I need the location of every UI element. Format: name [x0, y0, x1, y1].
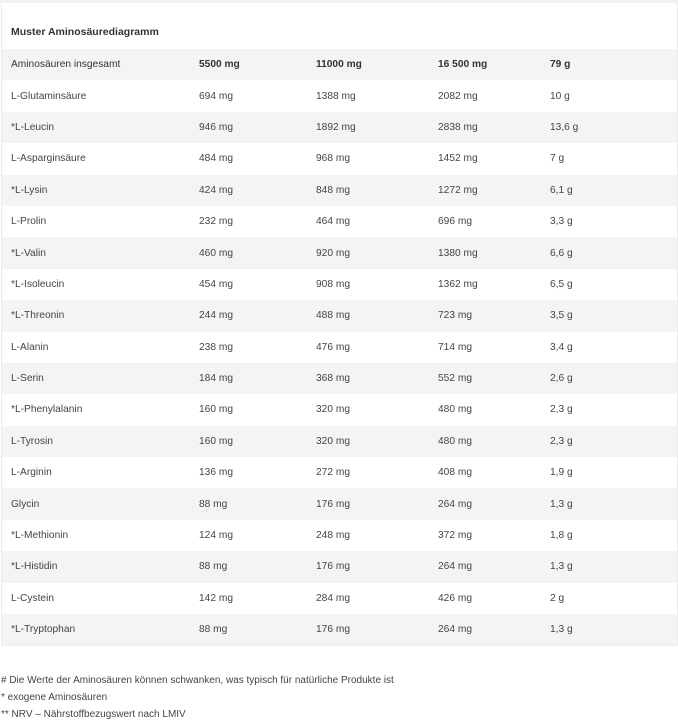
- cell-amount-serving-3: 2082 mg: [438, 90, 478, 102]
- cell-amount-serving-1: 124 mg: [199, 530, 233, 542]
- cell-amino-acid-name: *L-Threonin: [2, 300, 199, 331]
- cell-amount-per-100g: 2,3 g: [550, 426, 677, 457]
- cell-amount-serving-2: 488 mg: [316, 300, 438, 331]
- cell-amount-serving-2: 176 mg: [316, 488, 438, 519]
- cell-amount-serving-1: 460 mg: [199, 237, 316, 268]
- cell-amino-acid-name: Glycin: [2, 488, 199, 519]
- cell-amount-serving-2: 320 mg: [316, 426, 438, 457]
- table-row: [2, 206, 677, 237]
- amino-acid-table-container: [1, 3, 678, 646]
- cell-amount-serving-2: 920 mg: [316, 237, 438, 268]
- cell-amount-per-100g: 3,3 g: [550, 216, 573, 228]
- cell-amount-serving-1: 424 mg: [199, 175, 316, 206]
- cell-amount-serving-2: 272 mg: [316, 467, 350, 479]
- table-row: [2, 551, 677, 582]
- cell-amino-acid-name: L-Arginin: [11, 467, 52, 479]
- table-row: [2, 488, 677, 519]
- cell-amino-acid-name: L-Cystein: [11, 592, 55, 604]
- table-row: [2, 300, 677, 331]
- header-cell-serving-3: 16 500 mg: [438, 49, 550, 80]
- cell-amount-serving-2: 176 mg: [316, 614, 438, 645]
- cell-amount-serving-2: 248 mg: [316, 530, 350, 542]
- cell-amount-serving-3: 264 mg: [438, 488, 550, 519]
- cell-amount-serving-1: 88 mg: [199, 551, 316, 582]
- cell-amount-per-100g: 3,4 g: [550, 341, 573, 353]
- footnote-natural-variation: # Die Werte der Aminosäuren können schwanken, was typisch für natürliche Produkte ist: [1, 675, 394, 686]
- cell-amount-serving-3: 1362 mg: [438, 278, 478, 290]
- table-row: [2, 175, 677, 206]
- cell-amount-serving-1: 160 mg: [199, 426, 316, 457]
- cell-amount-per-100g: 2 g: [550, 592, 565, 604]
- cell-amount-serving-1: 484 mg: [199, 153, 233, 165]
- cell-amount-per-100g: 2,3 g: [550, 404, 573, 416]
- cell-amount-serving-3: 408 mg: [438, 467, 472, 479]
- cell-amino-acid-name: *L-Methionin: [11, 530, 69, 542]
- cell-amino-acid-name: L-Glutaminsäure: [11, 90, 87, 102]
- cell-amino-acid-name: *L-Isoleucin: [11, 278, 65, 290]
- table-row: [2, 426, 677, 457]
- table-header-row: [2, 49, 677, 80]
- cell-amount-per-100g: 6,1 g: [550, 175, 677, 206]
- cell-amount-serving-3: 1452 mg: [438, 153, 478, 165]
- amino-acid-table: [2, 49, 677, 645]
- cell-amino-acid-name: L-Serin: [2, 363, 199, 394]
- cell-amount-serving-3: 714 mg: [438, 341, 472, 353]
- table-row: [2, 583, 677, 614]
- cell-amount-serving-1: 238 mg: [199, 341, 233, 353]
- cell-amount-serving-3: 480 mg: [438, 426, 550, 457]
- cell-amino-acid-name: L-Tyrosin: [2, 426, 199, 457]
- cell-amount-per-100g: 2,6 g: [550, 363, 677, 394]
- cell-amount-per-100g: 6,5 g: [550, 278, 573, 290]
- table-row: [2, 269, 677, 300]
- cell-amount-serving-1: 232 mg: [199, 216, 233, 228]
- cell-amount-serving-3: 696 mg: [438, 216, 472, 228]
- table-row: [2, 112, 677, 143]
- cell-amount-serving-3: 2838 mg: [438, 112, 550, 143]
- cell-amount-serving-2: 284 mg: [316, 592, 350, 604]
- cell-amount-per-100g: 1,3 g: [550, 614, 677, 645]
- cell-amino-acid-name: *L-Valin: [2, 237, 199, 268]
- table-body: [2, 49, 677, 645]
- cell-amount-per-100g: 1,3 g: [550, 551, 677, 582]
- table-row: [2, 80, 677, 111]
- cell-amount-serving-3: 1272 mg: [438, 175, 550, 206]
- cell-amount-serving-1: 136 mg: [199, 467, 233, 479]
- cell-amount-serving-2: 908 mg: [316, 278, 350, 290]
- cell-amount-serving-2: 368 mg: [316, 363, 438, 394]
- table-row: [2, 394, 677, 425]
- cell-amount-serving-2: 1892 mg: [316, 112, 438, 143]
- cell-amount-per-100g: 1,3 g: [550, 488, 677, 519]
- cell-amount-serving-1: 160 mg: [199, 404, 233, 416]
- cell-amount-serving-3: 480 mg: [438, 404, 472, 416]
- cell-amount-per-100g: 3,5 g: [550, 300, 677, 331]
- cell-amount-per-100g: 1,8 g: [550, 530, 573, 542]
- cell-amount-per-100g: 1,9 g: [550, 467, 573, 479]
- header-cell-serving-2: 11000 mg: [316, 49, 438, 80]
- cell-amount-serving-3: 723 mg: [438, 300, 550, 331]
- cell-amino-acid-name: *L-Histidin: [2, 551, 199, 582]
- table-row: [2, 457, 677, 488]
- cell-amount-serving-3: 1380 mg: [438, 237, 550, 268]
- cell-amount-serving-2: 320 mg: [316, 404, 350, 416]
- cell-amount-serving-2: 848 mg: [316, 175, 438, 206]
- table-row: [2, 332, 677, 363]
- cell-amount-serving-3: 372 mg: [438, 530, 472, 542]
- header-cell-label: Aminosäuren insgesamt: [2, 49, 199, 80]
- cell-amount-serving-2: 1388 mg: [316, 90, 356, 102]
- cell-amino-acid-name: L-Alanin: [11, 341, 49, 353]
- cell-amount-serving-2: 968 mg: [316, 153, 350, 165]
- cell-amino-acid-name: *L-Tryptophan: [2, 614, 199, 645]
- cell-amount-serving-3: 264 mg: [438, 614, 550, 645]
- cell-amount-serving-2: 464 mg: [316, 216, 350, 228]
- table-row: [2, 237, 677, 268]
- cell-amount-serving-1: 184 mg: [199, 363, 316, 394]
- cell-amount-serving-1: 244 mg: [199, 300, 316, 331]
- cell-amount-serving-1: 946 mg: [199, 112, 316, 143]
- footnotes: [1, 672, 394, 723]
- cell-amount-serving-3: 264 mg: [438, 551, 550, 582]
- table-row: [2, 614, 677, 645]
- cell-amount-serving-2: 476 mg: [316, 341, 350, 353]
- cell-amount-serving-1: 694 mg: [199, 90, 233, 102]
- cell-amount-serving-3: 426 mg: [438, 592, 472, 604]
- cell-amino-acid-name: *L-Lysin: [2, 175, 199, 206]
- table-caption: Muster Aminosäurediagramm: [11, 26, 159, 38]
- cell-amount-serving-1: 454 mg: [199, 278, 233, 290]
- cell-amino-acid-name: *L-Phenylalanin: [11, 404, 83, 416]
- cell-amount-serving-2: 176 mg: [316, 551, 438, 582]
- cell-amount-serving-3: 552 mg: [438, 363, 550, 394]
- table-row: [2, 143, 677, 174]
- cell-amount-serving-1: 142 mg: [199, 592, 233, 604]
- cell-amount-serving-1: 88 mg: [199, 488, 316, 519]
- footnote-nrv: ** NRV – Nährstoffbezugswert nach LMIV: [1, 709, 186, 720]
- header-cell-serving-1: 5500 mg: [199, 49, 316, 80]
- cell-amount-per-100g: 10 g: [550, 90, 570, 102]
- cell-amount-serving-1: 88 mg: [199, 614, 316, 645]
- cell-amount-per-100g: 7 g: [550, 153, 565, 165]
- header-cell-per-100g: 79 g: [550, 49, 677, 80]
- cell-amino-acid-name: L-Prolin: [11, 216, 47, 228]
- cell-amount-per-100g: 13,6 g: [550, 112, 677, 143]
- table-row: [2, 520, 677, 551]
- cell-amino-acid-name: *L-Leucin: [2, 112, 199, 143]
- footnote-exogenous: * exogene Aminosäuren: [1, 692, 108, 703]
- table-row: [2, 363, 677, 394]
- cell-amount-per-100g: 6,6 g: [550, 237, 677, 268]
- cell-amino-acid-name: L-Asparginsäure: [11, 153, 86, 165]
